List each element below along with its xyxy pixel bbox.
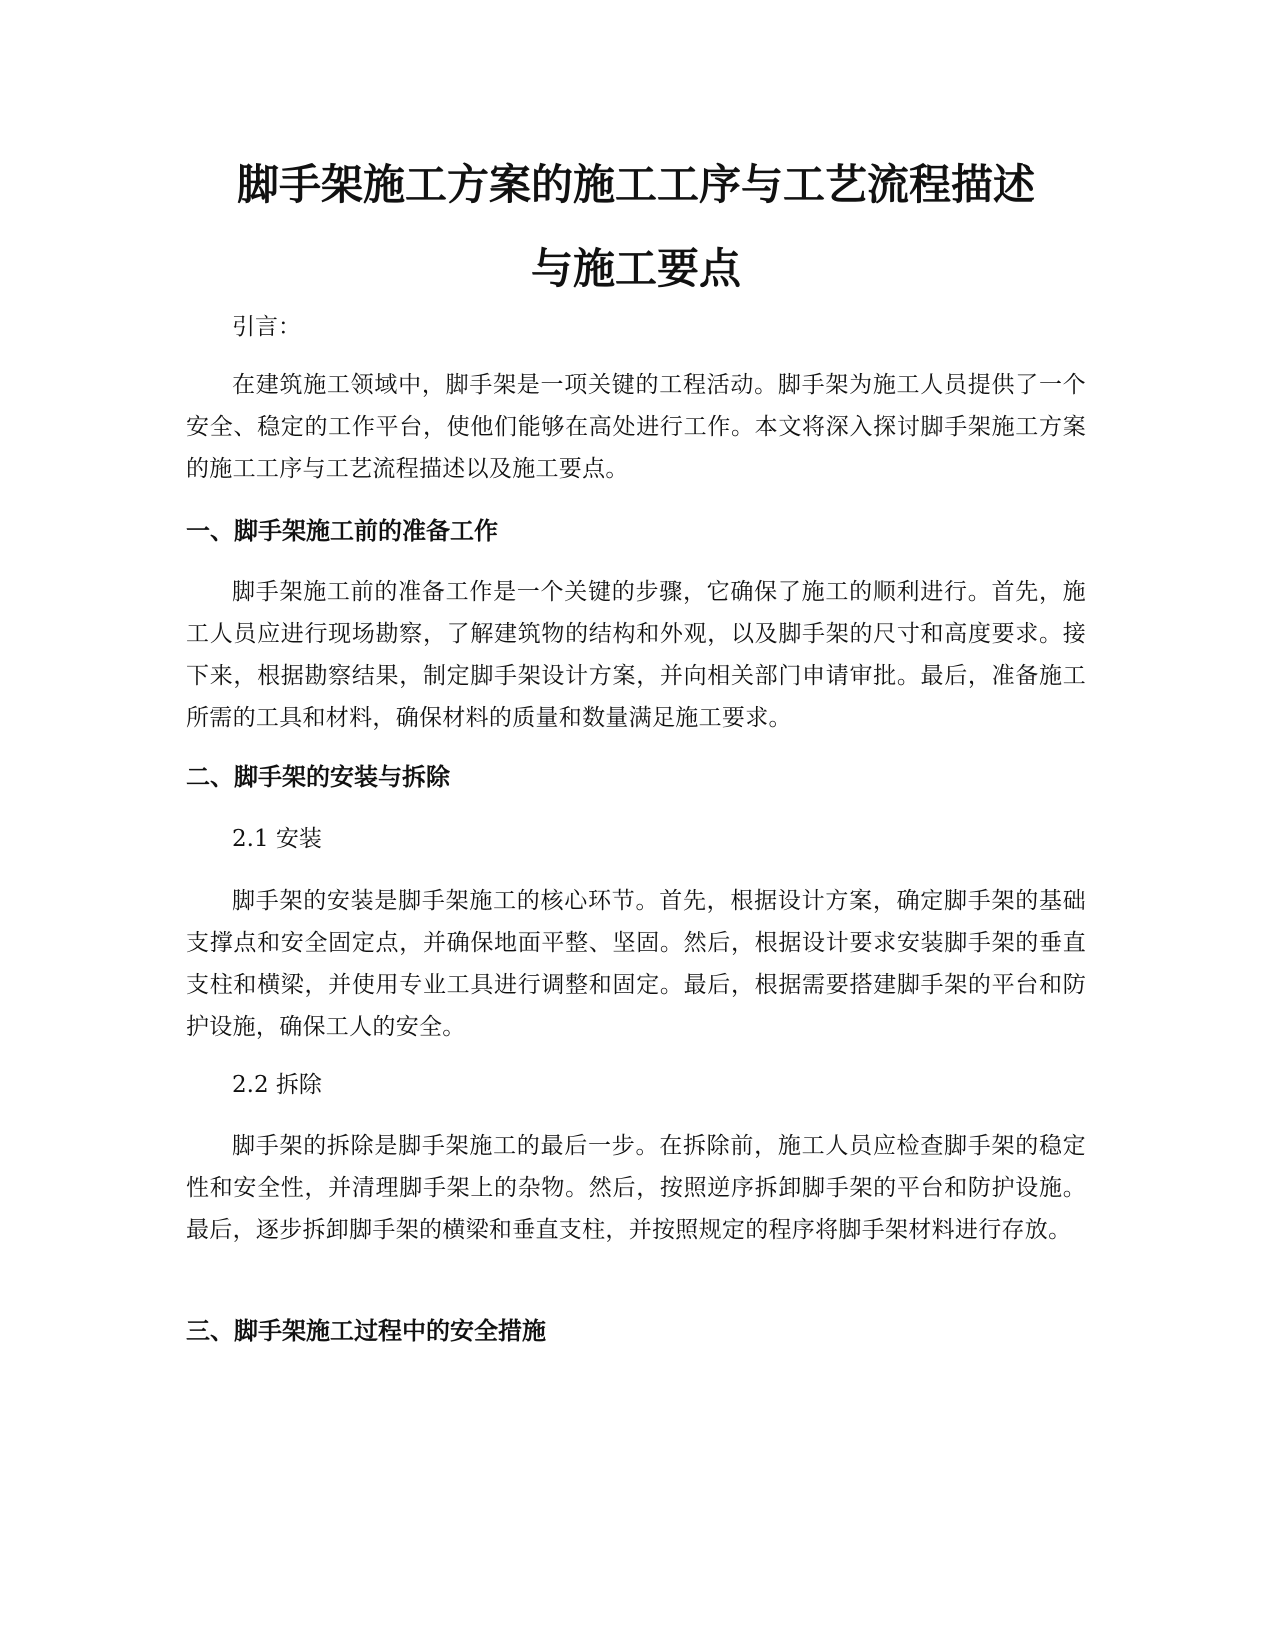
subsection-2-2-paragraph: 脚手架的拆除是脚手架施工的最后一步。在拆除前，施工人员应检查脚手架的稳定性和安全性，并清理脚手架上的杂物。然后，按照逆序拆卸脚手架的平台和防护设施。最后，逐步拆卸脚手架的横梁和垂直支柱，并按照规定的程序将脚手架材料进行存放。 bbox=[186, 1133, 1086, 1243]
intro-label: 引言： bbox=[232, 314, 301, 340]
section-2-heading: 二、脚手架的安装与拆除 bbox=[186, 763, 450, 791]
subsection-2-2-label: 2.2 拆除 bbox=[232, 1072, 322, 1098]
subsection-2-1-paragraph: 脚手架的安装是脚手架施工的核心环节。首先，根据设计方案，确定脚手架的基础支撑点和安全固定点，并确保地面平整、坚固。然后，根据设计要求安装脚手架的垂直支柱和横梁，并使用专业工具进行调整和固定。最后，根据需要搭建脚手架的平台和防护设施，确保工人的安全。 bbox=[186, 888, 1086, 1040]
document-page bbox=[186, 0, 1086, 1650]
section-1-heading: 一、脚手架施工前的准备工作 bbox=[186, 517, 498, 545]
title-line-1: 脚手架施工方案的施工工序与工艺流程描述 bbox=[236, 160, 1035, 209]
subsection-2-1-label: 2.1 安装 bbox=[232, 826, 322, 852]
intro-paragraph: 在建筑施工领域中，脚手架是一项关键的工程活动。脚手架为施工人员提供了一个安全、稳定的工作平台，使他们能够在高处进行工作。本文将深入探讨脚手架施工方案的施工工序与工艺流程描述以及施工要点。 bbox=[186, 372, 1086, 482]
section-3-heading: 三、脚手架施工过程中的安全措施 bbox=[186, 1317, 546, 1345]
document-title bbox=[186, 143, 1086, 311]
title-line-2: 与施工要点 bbox=[530, 244, 741, 293]
section-1-paragraph: 脚手架施工前的准备工作是一个关键的步骤，它确保了施工的顺利进行。首先，施工人员应进行现场勘察，了解建筑物的结构和外观，以及脚手架的尺寸和高度要求。接下来，根据勘察结果，制定脚手架设计方案，并向相关部门申请审批。最后，准备施工所需的工具和材料，确保材料的质量和数量满足施工要求。 bbox=[186, 579, 1086, 731]
